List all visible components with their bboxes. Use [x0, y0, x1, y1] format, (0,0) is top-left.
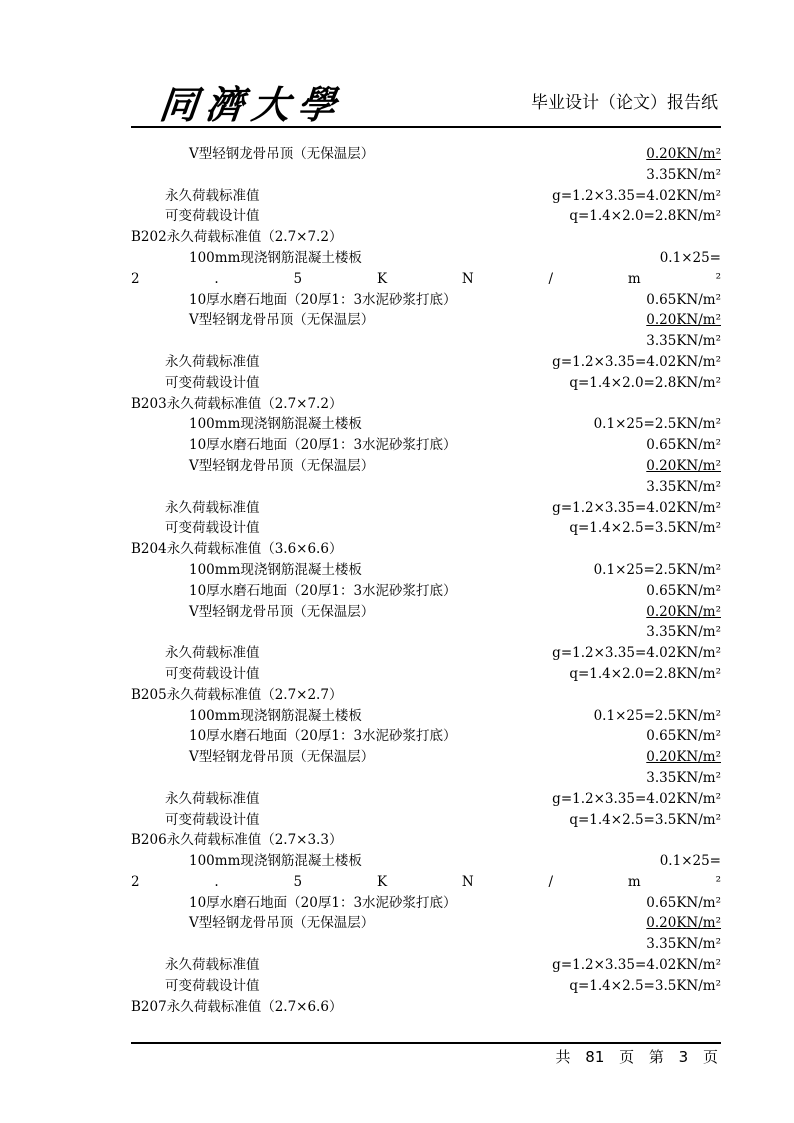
line-value: 3.35KN/m² [646, 936, 721, 953]
document-line [131, 726, 721, 747]
document-line [131, 456, 721, 477]
document-line [131, 206, 721, 227]
document-line [131, 248, 721, 269]
document-line [131, 144, 721, 165]
spaced-char: / [548, 873, 554, 890]
spaced-char: / [548, 270, 554, 287]
line-value: 3.35KN/m² [646, 624, 721, 641]
document-line [131, 685, 721, 706]
document-line [131, 186, 721, 207]
line-label: 10厚水磨石地面（20厚1：3水泥砂浆打底） [189, 582, 457, 599]
line-value: 0.65KN/m² [646, 582, 721, 599]
document-line [131, 622, 721, 643]
university-logo: 同濟大學 [157, 82, 347, 127]
line-label: V型轻钢龙骨吊顶（无保温层） [189, 915, 375, 932]
spaced-char: 5 [293, 270, 303, 287]
line-value: 0.20KN/m² [646, 312, 721, 329]
spaced-char: . [214, 873, 219, 890]
document-line [131, 602, 721, 623]
document-line [131, 165, 721, 186]
spaced-char: ² [715, 873, 721, 890]
document-line [131, 414, 721, 435]
document-line [131, 955, 721, 976]
spaced-char: N [461, 873, 474, 890]
spaced-char: m [627, 873, 641, 890]
spaced-value [131, 269, 721, 290]
line-label: 100mm现浇钢筋混凝土楼板 [189, 416, 362, 433]
line-value: 0.1×25= [659, 249, 721, 266]
line-label: V型轻钢龙骨吊顶（无保温层） [189, 457, 375, 474]
document-line [131, 331, 721, 352]
document-line [131, 477, 721, 498]
document-line [131, 789, 721, 810]
line-label: V型轻钢龙骨吊顶（无保温层） [189, 749, 375, 766]
line-label: 永久荷载标准值 [165, 499, 260, 516]
line-label: 永久荷载标准值 [165, 353, 260, 370]
page-counter: 共 81 页 第 3 页 [555, 1048, 718, 1066]
line-value: q=1.4×2.5=3.5KN/m² [569, 977, 721, 994]
line-value: 0.65KN/m² [646, 291, 721, 308]
line-label: 10厚水磨石地面（20厚1：3水泥砂浆打底） [189, 437, 457, 454]
document-line [131, 373, 721, 394]
spaced-char: 2 [131, 873, 140, 890]
document-line [131, 581, 721, 602]
line-value: g=1.2×3.35=4.02KN/m² [552, 353, 721, 370]
spaced-char: 2 [131, 270, 140, 287]
spaced-char: N [461, 270, 474, 287]
document-body [131, 144, 721, 1017]
line-label: 100mm现浇钢筋混凝土楼板 [189, 853, 362, 870]
document-line [131, 997, 721, 1018]
document-line [131, 747, 721, 768]
line-label: 10厚水磨石地面（20厚1：3水泥砂浆打底） [189, 728, 457, 745]
line-value: 0.1×25= [659, 853, 721, 870]
line-label: 永久荷载标准值 [165, 957, 260, 974]
line-value: g=1.2×3.35=4.02KN/m² [552, 499, 721, 516]
line-label: V型轻钢龙骨吊顶（无保温层） [189, 146, 375, 162]
document-line [131, 227, 721, 248]
document-line [131, 913, 721, 934]
line-label: B206永久荷载标准值（2.7×3.3） [131, 832, 343, 849]
document-line [131, 269, 721, 290]
line-value: g=1.2×3.35=4.02KN/m² [552, 645, 721, 662]
line-label: 永久荷载标准值 [165, 187, 260, 204]
line-value: 0.20KN/m² [646, 749, 721, 766]
footer-rule [131, 1042, 721, 1044]
line-value: 0.20KN/m² [646, 915, 721, 932]
document-line [131, 851, 721, 872]
line-value: q=1.4×2.0=2.8KN/m² [569, 208, 721, 225]
line-label: B205永久荷载标准值（2.7×2.7） [131, 686, 343, 703]
line-label: 10厚水磨石地面（20厚1：3水泥砂浆打底） [189, 291, 457, 308]
line-label: 可变荷载设计值 [165, 811, 260, 828]
line-value: g=1.2×3.35=4.02KN/m² [552, 957, 721, 974]
line-label: 可变荷载设计值 [165, 520, 260, 537]
line-value: 3.35KN/m² [646, 333, 721, 350]
line-label: V型轻钢龙骨吊顶（无保温层） [189, 312, 375, 329]
spaced-char: K [376, 873, 388, 890]
line-value: g=1.2×3.35=4.02KN/m² [552, 187, 721, 204]
line-label: 可变荷载设计值 [165, 374, 260, 391]
line-label: 100mm现浇钢筋混凝土楼板 [189, 707, 362, 724]
line-value: 3.35KN/m² [646, 166, 721, 183]
line-value: 0.65KN/m² [646, 894, 721, 911]
spaced-char: . [214, 270, 219, 287]
document-line [131, 643, 721, 664]
line-value: 3.35KN/m² [646, 478, 721, 495]
document-line [131, 518, 721, 539]
line-label: 可变荷载设计值 [165, 977, 260, 994]
line-value: 0.65KN/m² [646, 728, 721, 745]
document-line [131, 893, 721, 914]
line-value: 0.20KN/m² [646, 146, 721, 162]
line-label: V型轻钢龙骨吊顶（无保温层） [189, 603, 375, 620]
line-value: 0.20KN/m² [646, 457, 721, 474]
line-label: B203永久荷载标准值（2.7×7.2） [131, 395, 343, 412]
document-line [131, 394, 721, 415]
document-line [131, 872, 721, 893]
document-line [131, 768, 721, 789]
spaced-char: K [376, 270, 388, 287]
spaced-char: ² [715, 270, 721, 287]
document-line [131, 560, 721, 581]
line-label: 永久荷载标准值 [165, 645, 260, 662]
line-value: q=1.4×2.0=2.8KN/m² [569, 665, 721, 682]
header-rule [131, 126, 721, 128]
line-value: 0.1×25=2.5KN/m² [593, 416, 721, 433]
line-value: 0.65KN/m² [646, 437, 721, 454]
document-line [131, 976, 721, 997]
document-line [131, 664, 721, 685]
spaced-char: 5 [293, 873, 303, 890]
line-value: q=1.4×2.5=3.5KN/m² [569, 811, 721, 828]
spaced-value [131, 872, 721, 893]
line-label: 10厚水磨石地面（20厚1：3水泥砂浆打底） [189, 894, 457, 911]
line-label: B202永久荷载标准值（2.7×7.2） [131, 229, 343, 246]
document-line [131, 830, 721, 851]
report-paper-title: 毕业设计（论文）报告纸 [531, 93, 718, 113]
document-line [131, 435, 721, 456]
line-label: 永久荷载标准值 [165, 790, 260, 807]
line-label: 可变荷载设计值 [165, 208, 260, 225]
document-line [131, 352, 721, 373]
line-value: g=1.2×3.35=4.02KN/m² [552, 790, 721, 807]
line-label: 100mm现浇钢筋混凝土楼板 [189, 561, 362, 578]
line-value: 0.1×25=2.5KN/m² [593, 707, 721, 724]
line-label: B207永久荷载标准值（2.7×6.6） [131, 998, 343, 1015]
line-value: 0.1×25=2.5KN/m² [593, 561, 721, 578]
document-line [131, 290, 721, 311]
line-value: 3.35KN/m² [646, 769, 721, 786]
spaced-char: m [627, 270, 641, 287]
document-line [131, 706, 721, 727]
line-label: B204永久荷载标准值（3.6×6.6） [131, 541, 343, 558]
line-value: 0.20KN/m² [646, 603, 721, 620]
document-line [131, 810, 721, 831]
line-value: q=1.4×2.5=3.5KN/m² [569, 520, 721, 537]
line-label: 可变荷载设计值 [165, 665, 260, 682]
document-line [131, 539, 721, 560]
document-line [131, 934, 721, 955]
document-line [131, 498, 721, 519]
line-value: q=1.4×2.0=2.8KN/m² [569, 374, 721, 391]
document-line [131, 310, 721, 331]
line-label: 100mm现浇钢筋混凝土楼板 [189, 249, 362, 266]
